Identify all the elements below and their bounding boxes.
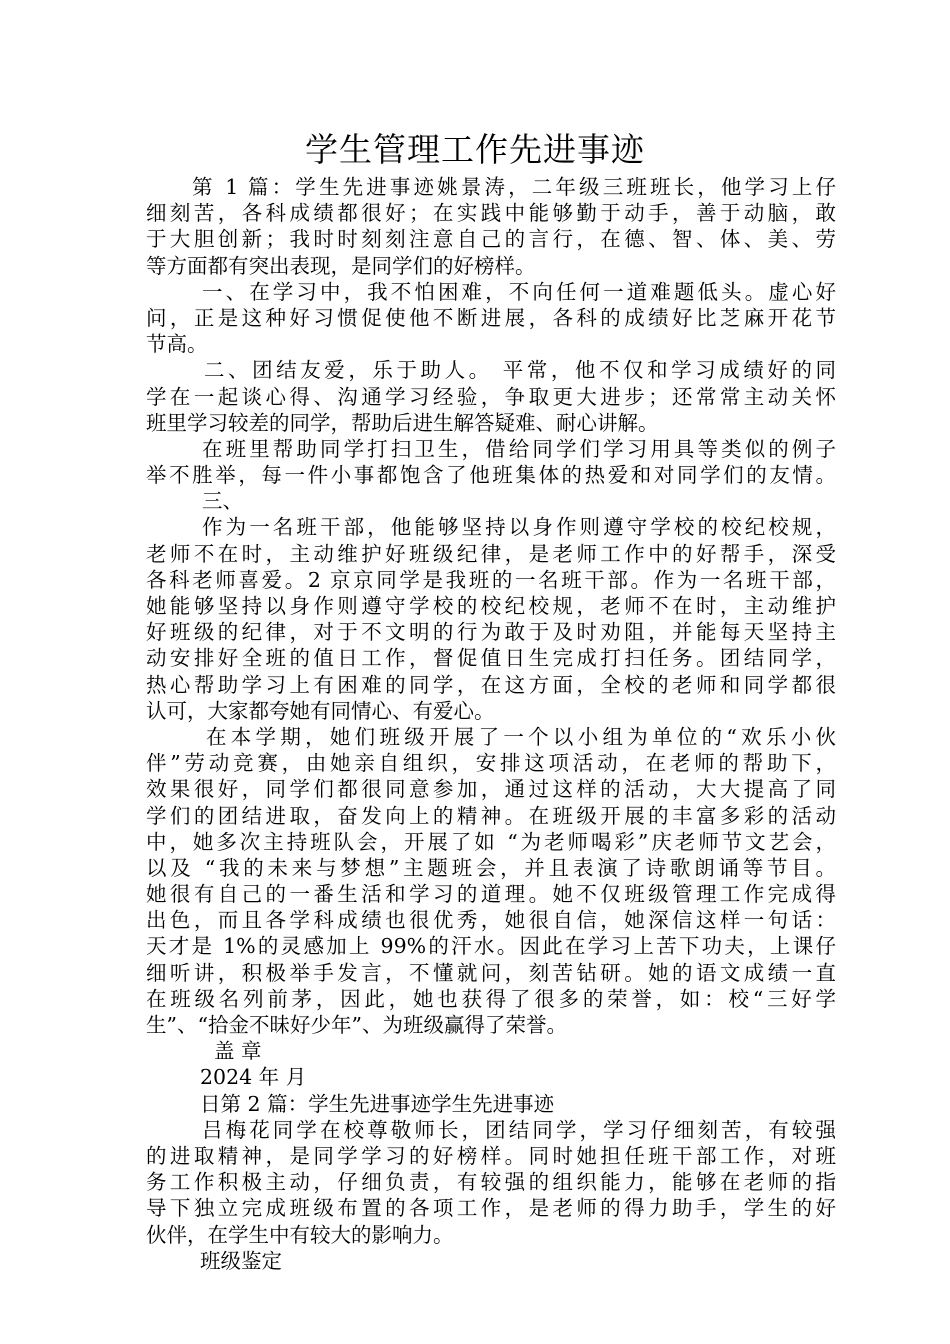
text-line: 细听讲，积极举手发言，不懂就问，刻苦钻研。她的语文成绩一直 (146, 960, 836, 985)
text-line: 各科老师喜爱。2 京京同学是我班的一名班干部。作为一名班干部， (146, 567, 836, 592)
text-line: 她能够坚持以身作则遵守学校的校纪校规，老师不在时，主动维护 (146, 594, 836, 618)
text-line: 班里学习较差的同学，帮助后进生解答疑难、耐心讲解。 (146, 410, 659, 435)
text-line: 第 1 篇：学生先进事迹姚景涛，二年级三班班长，他学习上仔 (192, 175, 836, 199)
text-line: 于大胆创新；我时时刻刻注意自己的言行，在德、智、体、美、劳 (146, 227, 836, 252)
text-line: 细刻苦，各科成绩都很好；在实践中能够勤于动手，善于动脑，敢 (146, 201, 836, 226)
text-line: 在本学期，她们班级开展了一个以小组为单位的“欢乐小伙 (206, 724, 836, 749)
text-line: 问，正是这种好习惯促使他不断进展，各科的成绩好比芝麻开花节 (146, 305, 836, 330)
text-line: 生”、“拾金不昧好少年”、为班级赢得了荣誉。 (146, 1013, 567, 1037)
text-line: 好班级的纪律，对于不文明的行为敢于及时劝阻，并能每天坚持主 (146, 620, 836, 645)
text-line: 中，她多次主持班队会，开展了如 “为老师喝彩”庆老师节文艺会， (146, 829, 836, 854)
document-body (146, 174, 836, 1274)
text-line: 出色，而且各学科成绩也很优秀，她很自信，她深信这样一句话： (146, 908, 836, 933)
text-line: 二、团结友爱，乐于助人。 平常，他不仅和学习成绩好的同 (204, 358, 836, 383)
text-line: 节高。 (146, 332, 208, 357)
text-line: 举不胜举，每一件小事都饱含了他班集体的热爱和对同学们的友情。 (146, 463, 836, 488)
text-line: 学在一起谈心得、沟通学习经验，争取更大进步；还常常主动关怀 (146, 384, 836, 409)
text-line: 在班级名列前茅，因此，她也获得了很多的荣誉，如：校“三好学 (146, 986, 836, 1011)
text-line: 效果很好，同学们都很同意参加，通过这样的活动，大大提高了同 (146, 777, 836, 802)
text-line: 吕梅花同学在校尊敬师长，团结同学，学习仔细刻苦，有较强 (202, 1117, 836, 1142)
text-line: 导下独立完成班级布置的各项工作，是老师的得力助手，学生的好 (146, 1196, 836, 1221)
text-line: 班级鉴定 (200, 1248, 282, 1273)
text-line: 认可，大家都夸她有同情心、有爱心。 (146, 698, 495, 723)
text-line: 务工作积极主动，仔细负责，有较强的组织能力，能够在老师的指 (146, 1170, 836, 1195)
text-line: 2024 年 月 (200, 1065, 307, 1090)
text-line: 一、在学习中，我不怕困难，不向任何一道难题低头。虚心好 (202, 279, 836, 304)
text-line: 老师不在时，主动维护好班级纪律，是老师工作中的好帮手，深受 (146, 541, 836, 566)
text-line: 在班里帮助同学打扫卫生，借给同学们学习用具等类似的例子 (202, 436, 836, 461)
text-line: 热心帮助学习上有困难的同学，在这方面，全校的老师和同学都很 (146, 672, 836, 697)
text-line: 动安排好全班的值日工作，督促值日生完成打扫任务。团结同学， (146, 646, 836, 671)
text-line: 学们的团结进取，奋发向上的精神。在班级开展的丰富多彩的活动 (146, 803, 836, 828)
text-line: 日第 2 篇：学生先进事迹学生先进事迹 (200, 1091, 555, 1116)
text-line: 天才是 1%的灵感加上 99%的汗水。因此在学习上苦下功夫，上课仔 (146, 934, 836, 959)
text-line: 盖 章 (214, 1039, 262, 1064)
text-line: 伙伴，在学生中有较大的影响力。 (146, 1222, 454, 1247)
text-line: 等方面都有突出表现，是同学们的好榜样。 (146, 253, 536, 278)
text-line: 作为一名班干部，他能够坚持以身作则遵守学校的校纪校规， (202, 515, 836, 540)
text-line: 她很有自己的一番生活和学习的道理。她不仅班级管理工作完成得 (146, 882, 836, 907)
text-line: 伴”劳动竞赛，由她亲自组织，安排这项活动，在老师的帮助下， (146, 751, 836, 776)
text-line: 以及 “我的未来与梦想”主题班会，并且表演了诗歌朗诵等节目。 (146, 855, 836, 880)
document-title: 学生管理工作先进事迹 (305, 130, 645, 169)
text-line: 三、 (202, 489, 243, 514)
text-line: 的进取精神，是同学学习的好榜样。同时她担任班干部工作，对班 (146, 1143, 836, 1168)
